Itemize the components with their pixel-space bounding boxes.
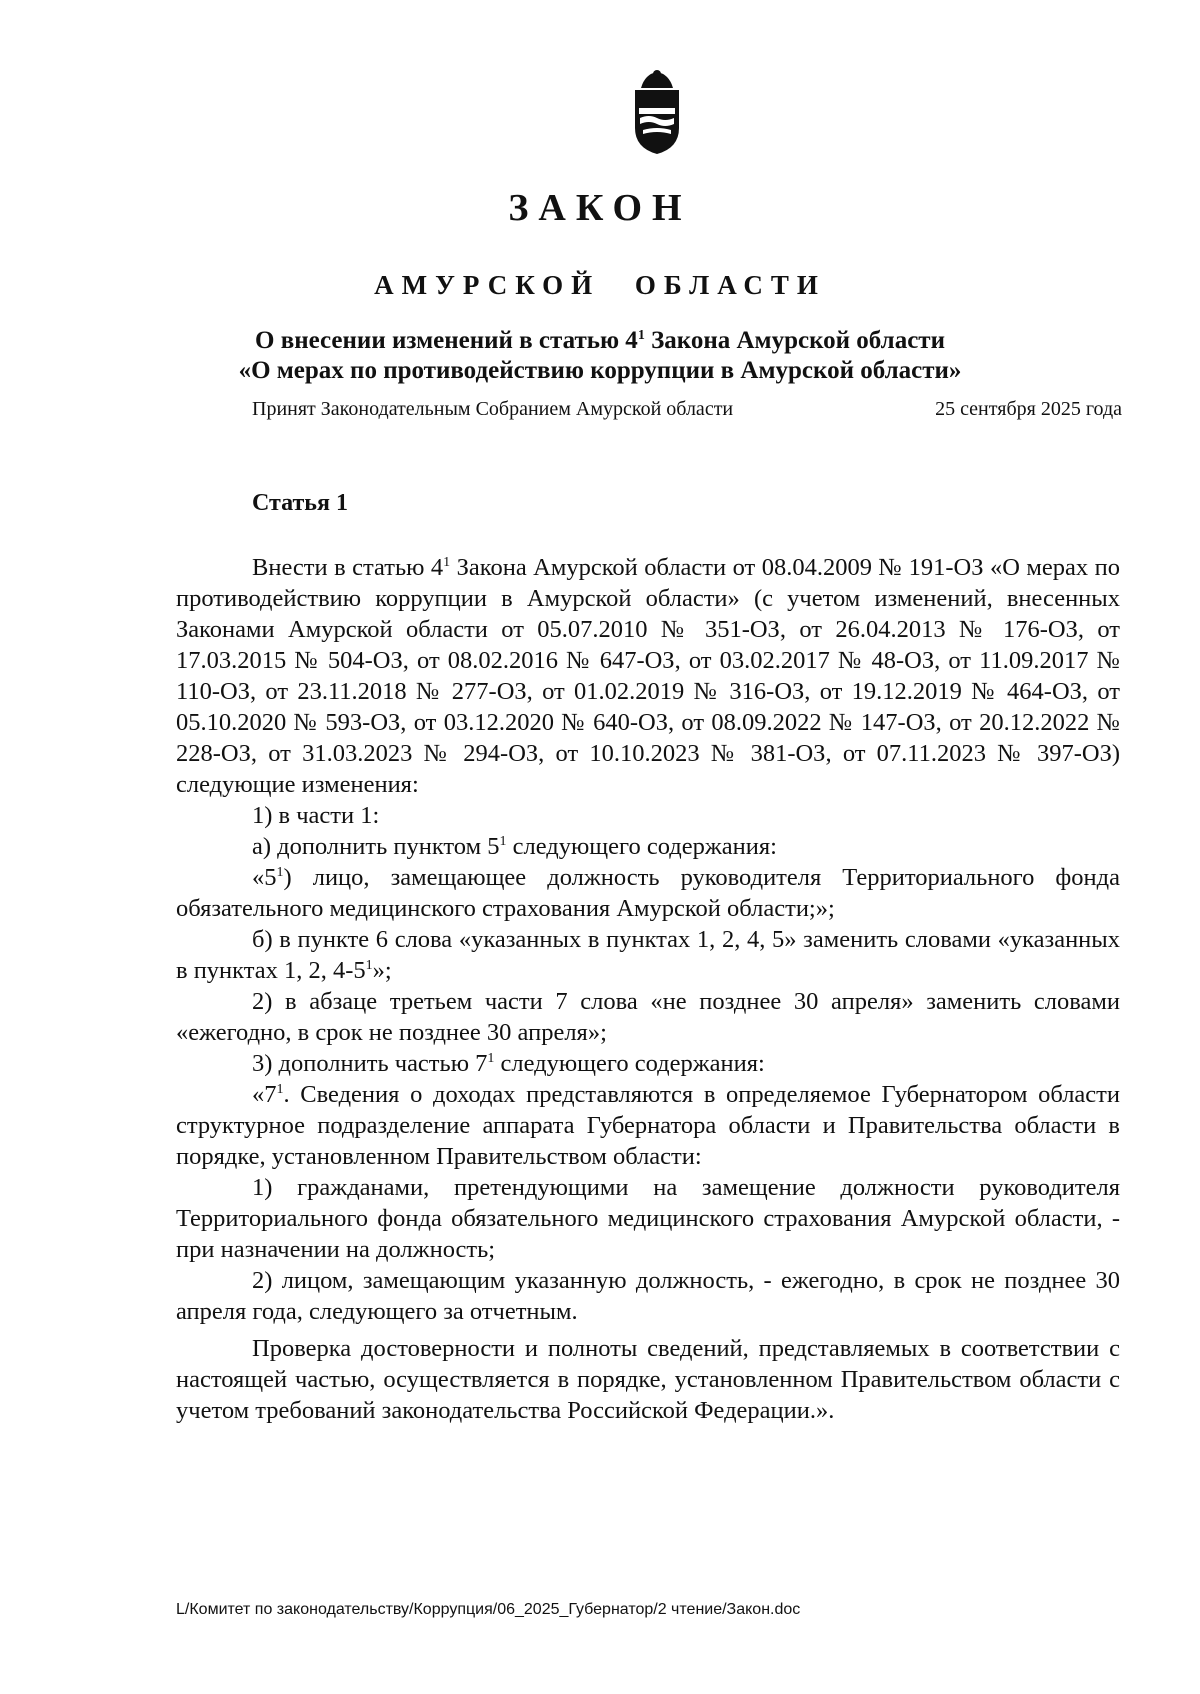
article-heading: Статья 1 — [252, 490, 348, 516]
paragraph-4: б) в пункте 6 слова «указанных в пунктах 1, 2, 4, 5» заменить словами «указанных в пунктах 1, 2, $4-5^1$»; — [176, 926, 1120, 984]
intro-paragraph: Внести в статью $4^1$ Закона Амурской области от 08.04.2009 № 191-ОЗ «О мерах по противодействию коррупции в Амурской области» (с учетом изменений, внесенных Законами Амурской области от 05.07.2010 № 351-ОЗ, от 26.04.2013 № 176-ОЗ, от 17.03.2015 № 504-ОЗ, от 08.02.2016 № 647-ОЗ, от 03.02.2017 № 48-ОЗ, от 11.09.2017 № 110-ОЗ, от 23.11.2018 № 277-ОЗ, от 01.02.2019 № 316-ОЗ, от 19.12.2019 № 464-ОЗ, от 05.10.2020 № 593-ОЗ, от 03.12.2020 № 640-ОЗ, от 08.09.2022 № 147-ОЗ, от 20.12.2022 № 228-ОЗ, от 31.03.2023 № 294-ОЗ, от 10.10.2023 № 381-ОЗ, от 07.11.2023 № 397-ОЗ) следующие изменения: — [176, 554, 1120, 798]
article-body — [176, 552, 1120, 1426]
subject-line-2: «О мерах по противодействию коррупции в Амурской области» — [238, 357, 962, 384]
adopted-date: 25 сентября 2025 года — [935, 398, 1122, 420]
paragraph-2: а) дополнить пунктом $5^1$ следующего содержания: — [252, 833, 777, 860]
adoption-line — [252, 398, 1122, 421]
document-title: ЗАКОН — [508, 187, 692, 229]
paragraph-9: 2) лицом, замещающим указанную должность, - ежегодно, в срок не позднее 30 апреля года, следующего за отчетным. — [176, 1267, 1120, 1325]
adopted-by: Принят Законодательным Собранием Амурской области — [252, 398, 734, 420]
paragraph-5: 2) в абзаце третьем части 7 слова «не позднее 30 апреля» заменить словами «ежегодно, в срок не позднее 30 апреля»; — [176, 988, 1120, 1046]
document-subject — [0, 326, 1200, 386]
coat-of-arms-emblem — [627, 68, 687, 156]
paragraph-10: Проверка достоверности и полноты сведений, представляемых в соответствии с настоящей частью, осуществляется в порядке, установленном Правительством области с учетом требований законодательства Российской Федерации.». — [176, 1335, 1120, 1424]
paragraph-6: 3) дополнить частью $7^1$ следующего содержания: — [252, 1050, 765, 1077]
footer-file-path: L/Комитет по законодательству/Коррупция/06_2025_Губернатор/2 чтение/Закон.doc — [176, 1601, 801, 1618]
document-region: АМУРСКОЙ ОБЛАСТИ — [374, 270, 826, 300]
paragraph-8: 1) гражданами, претендующими на замещение должности руководителя Территориального фонда обязательного медицинского страхования Амурской области, - при назначении на должность; — [176, 1174, 1120, 1263]
paragraph-1: 1) в части 1: — [252, 802, 380, 829]
subject-line-1: О внесении изменений в статью $4^1$ Закона Амурской области — [255, 327, 945, 354]
paragraph-7: «$7^1$. Сведения о доходах представляются в определяемое Губернатором области структурное подразделение аппарата Губернатора области и Правительства области в порядке, установленном Правительством области: — [176, 1081, 1120, 1170]
paragraph-3: «$5^1$) лицо, замещающее должность руководителя Территориального фонда обязательного медицинского страхования Амурской области;»; — [176, 864, 1120, 922]
